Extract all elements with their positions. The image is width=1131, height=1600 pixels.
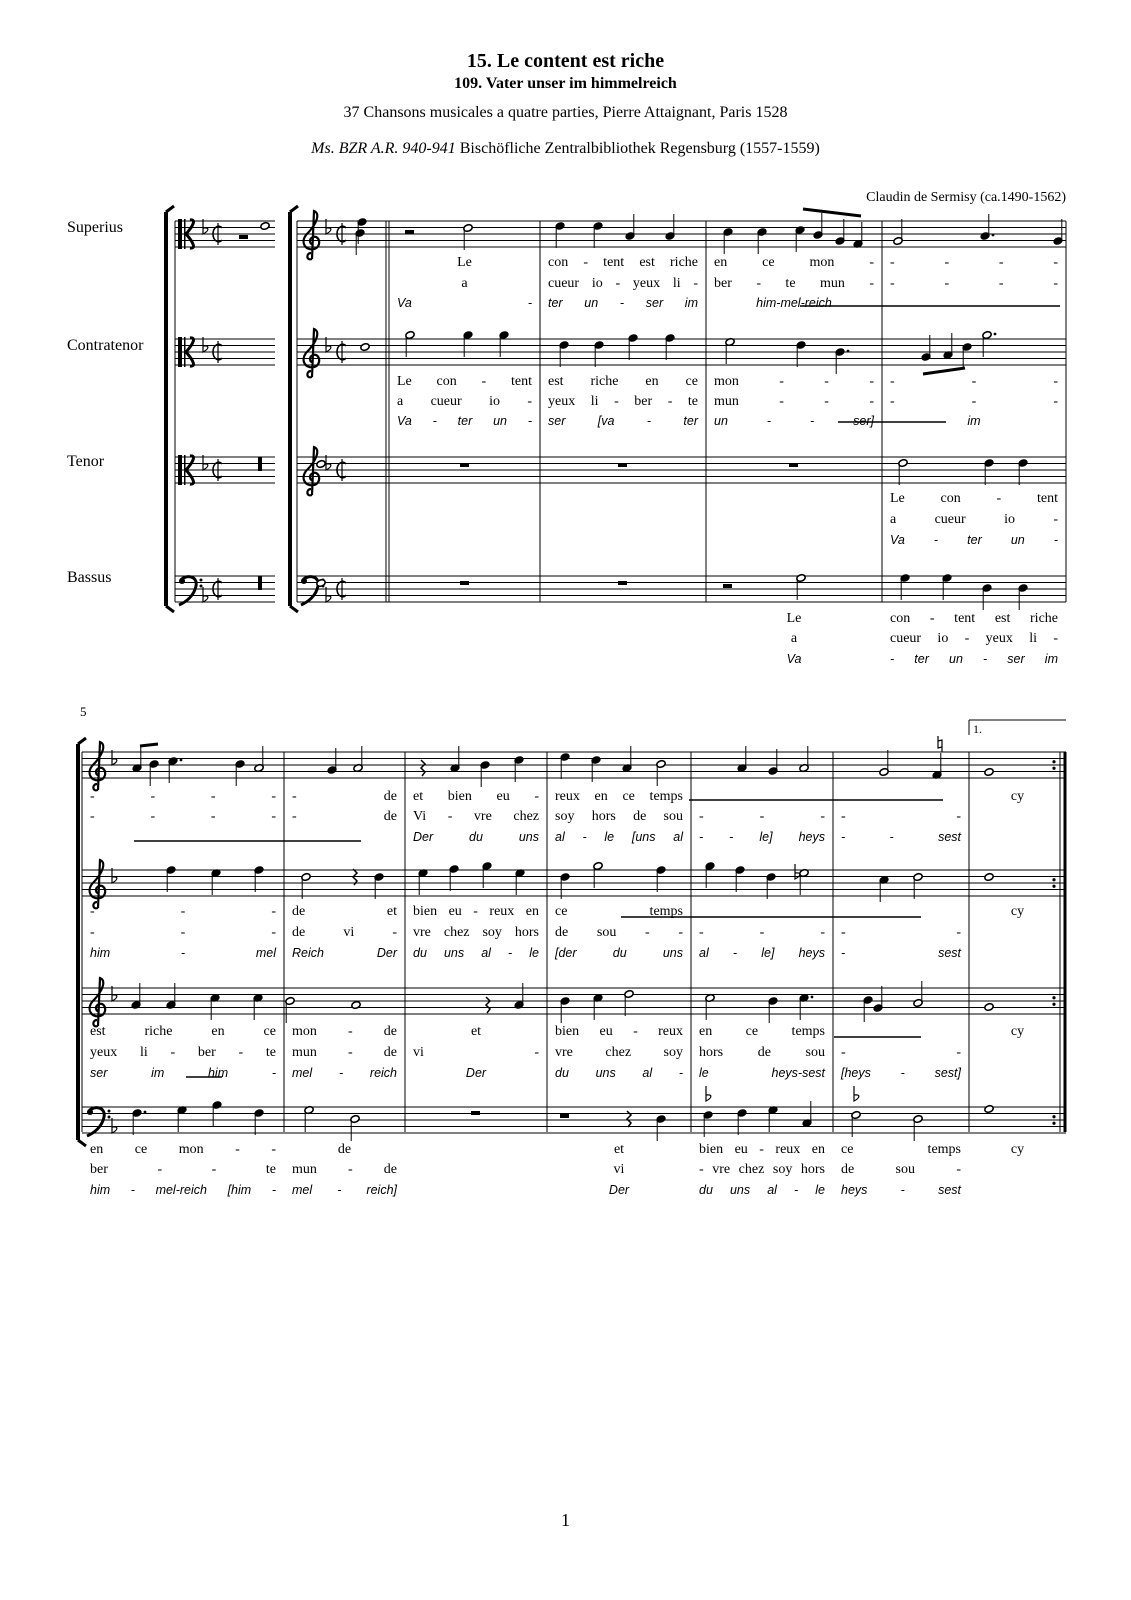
lyric-contratenor-verse-3: al - le] heys [699, 946, 825, 960]
rest-icon [560, 1114, 569, 1118]
lyric-contratenor-verse-1: est riche en ce [548, 374, 698, 389]
treble-clef-icon [90, 860, 106, 908]
lyric-superius-verse-2: - - - [699, 809, 825, 824]
lyric-tenor-verse-1: cy [1010, 1024, 1025, 1039]
rest-icon [723, 584, 732, 588]
treble-clef-icon [304, 447, 320, 495]
lyric-tenor-verse-3: du uns al - [555, 1066, 683, 1080]
lyric-contratenor-verse-2: de vi - [292, 925, 397, 940]
rest-icon [471, 1111, 480, 1115]
treble-clef-icon [90, 978, 106, 1026]
lyric-contratenor-verse-3: - sest [841, 946, 961, 960]
lyric-superius-verse-1: et bien eu - [413, 789, 539, 804]
lyric-bassus-verse-1: Le [786, 611, 802, 626]
lyric-contratenor-verse-1: ce temps [555, 904, 683, 919]
lyric-contratenor-verse-2: a cueur io - [397, 394, 532, 409]
voice-label-superius: Superius [67, 219, 123, 236]
beam [140, 744, 158, 746]
voice-label-bassus: Bassus [67, 569, 112, 586]
c-clef-icon [184, 455, 186, 485]
rest-icon [618, 463, 627, 467]
rest-icon [789, 463, 798, 467]
dot [992, 234, 995, 237]
lyric-superius-verse-2: - - [841, 809, 961, 824]
lyric-superius-verse-2: - de [292, 809, 397, 824]
repeat-dot [1052, 1115, 1055, 1118]
rest-icon [239, 235, 248, 239]
lyric-superius-verse-1: reux en ce temps [555, 789, 683, 804]
lyric-superius-verse-1: - - - - [890, 255, 1058, 270]
repeat-dot [1052, 1122, 1055, 1125]
lyric-contratenor-verse-3: ser [va - ter [548, 414, 698, 428]
bass-clef-icon [179, 578, 185, 584]
bracket-hook-bottom [166, 606, 174, 612]
whole-note [984, 1003, 994, 1012]
lyric-superius-verse-2: ber - te mun - [714, 276, 874, 291]
quarter-rest-icon [486, 997, 490, 1013]
breve-rest-icon [258, 576, 262, 590]
lyric-contratenor-verse-3: [der du uns [555, 946, 683, 960]
lyric-contratenor-verse-1: Le con - tent [397, 374, 532, 389]
lyric-bassus-verse-2: vi [613, 1162, 625, 1177]
lyric-superius-verse-3: al - le [uns al [555, 830, 683, 844]
lyric-superius-verse-1: con - tent est riche [548, 255, 698, 270]
lyric-bassus-verse-3: mel - reich] [292, 1183, 397, 1197]
lyric-tenor-verse-2: - - [841, 1045, 961, 1060]
lyric-bassus-verse-2: - vre chez soy hors [699, 1162, 825, 1177]
voice-label-contratenor: Contratenor [67, 337, 144, 354]
lyric-tenor-verse-2: vre chez soy [555, 1045, 683, 1060]
lyric-tenor-verse-2: hors de sou [699, 1045, 825, 1060]
lyric-superius-verse-3: Der du uns [413, 830, 539, 844]
lyric-bassus-verse-3: - ter un - ser im [890, 652, 1058, 666]
lyric-contratenor-verse-1: de et [292, 904, 397, 919]
dot [847, 350, 850, 353]
rest-icon [460, 463, 469, 467]
lyric-superius-verse-3: - - sest [841, 830, 961, 844]
bass-clef-icon [301, 578, 307, 584]
lyric-bassus-verse-2: ber - - te [90, 1162, 276, 1177]
lyric-bassus-verse-1: cy [1010, 1142, 1025, 1157]
manuscript-library: Bischöfliche Zentralbibliothek Regensburg (1557-1559) [455, 140, 820, 157]
whole-note [360, 343, 370, 352]
bracket-hook-top [290, 206, 298, 212]
lyric-contratenor-verse-1: mon - - - [714, 374, 874, 389]
lyric-contratenor-verse-3: him - mel [90, 946, 276, 960]
lyric-superius-verse-1: - - - - [90, 789, 276, 804]
lyric-superius-verse-2: - - - - [90, 809, 276, 824]
repeat-dot [1052, 996, 1055, 999]
lyric-contratenor-verse-1: cy [1010, 904, 1025, 919]
lyric-contratenor-verse-2: - - - [890, 394, 1058, 409]
whole-note [260, 222, 270, 231]
repeat-dot [1052, 878, 1055, 881]
lyric-tenor-verse-3: Va - ter un - [890, 533, 1058, 547]
whole-note [316, 460, 326, 469]
lyric-superius-verse-1: - de [292, 789, 397, 804]
lyric-tenor-verse-2: vi - [413, 1045, 539, 1060]
lyric-bassus-verse-1: bien eu - reux en [699, 1142, 825, 1157]
rest-icon [460, 581, 469, 585]
measure-number: 5 [80, 704, 87, 719]
lyric-tenor-verse-3: mel - reich [292, 1066, 397, 1080]
voice-label-tenor: Tenor [67, 453, 105, 470]
lyric-contratenor-verse-3: im [967, 414, 981, 428]
lyric-bassus-verse-3: him - mel-reich [him - [90, 1183, 276, 1197]
c-clef-icon [178, 455, 182, 485]
composer: Claudin de Sermisy (ca.1490-1562) [866, 190, 1066, 205]
lyric-tenor-verse-1: bien eu - reux [555, 1024, 683, 1039]
lyric-contratenor-verse-2: - - [841, 925, 961, 940]
whole-note [984, 768, 994, 777]
repeat-dot [1052, 760, 1055, 763]
lyric-tenor-verse-1: et [470, 1024, 482, 1039]
lyric-tenor-verse-2: mun - de [292, 1045, 397, 1060]
lyric-bassus-verse-1: ce temps [841, 1142, 961, 1157]
bass-clef-icon [87, 1109, 93, 1115]
lyric-bassus-verse-1: en ce mon - - [90, 1142, 276, 1157]
natural-sign-icon [938, 736, 942, 752]
lyric-contratenor-verse-3: Va - ter un - [397, 414, 532, 428]
lyric-contratenor-verse-2: mun - - - [714, 394, 874, 409]
lyric-contratenor-verse-2: de sou - - [555, 925, 683, 940]
lyric-superius-verse-1: Le [457, 255, 472, 270]
lyric-superius-verse-2: cueur io - yeux li - [548, 276, 698, 291]
c-clef-icon [184, 337, 186, 367]
piece-title: 15. Le content est riche [466, 50, 665, 72]
lyric-bassus-verse-1: et [613, 1142, 625, 1157]
lyric-contratenor-verse-1: - - - [890, 374, 1058, 389]
rest-icon [618, 581, 627, 585]
treble-clef-icon [90, 742, 106, 790]
bass-clef-icon [108, 1110, 111, 1113]
lyric-contratenor-verse-2: - - - [699, 925, 825, 940]
repeat-dot [1052, 767, 1055, 770]
lyric-bassus-verse-2: de sou - [841, 1162, 961, 1177]
lyric-superius-verse-2: - - - - [890, 276, 1058, 291]
lyric-superius-verse-2: soy hors de sou [555, 809, 683, 824]
lyric-contratenor-verse-1: - - - [90, 904, 276, 919]
lyric-bassus-verse-3: Va [786, 652, 802, 666]
lyric-bassus-verse-3: Der [608, 1183, 630, 1197]
bracket-hook-bottom [290, 606, 298, 612]
rest-icon [405, 230, 414, 234]
c-clef-icon [178, 337, 182, 367]
lyric-contratenor-verse-3: un - - ser] [714, 414, 874, 428]
c-clef-icon [178, 219, 182, 249]
lyric-tenor-verse-3: [heys - sest] [841, 1066, 961, 1080]
whole-note [984, 873, 994, 882]
treble-clef-icon [304, 211, 320, 259]
repeat-dot [1052, 1003, 1055, 1006]
whole-note [984, 1105, 994, 1114]
lyric-tenor-verse-2: a cueur io - [890, 512, 1058, 527]
lyric-contratenor-verse-3: Reich Der [292, 946, 397, 960]
dot [180, 759, 183, 762]
lyric-bassus-verse-2: mun - de [292, 1162, 397, 1177]
lyric-contratenor-verse-3: du uns al - le [413, 946, 539, 960]
lyric-contratenor-verse-1: bien eu - reux en [413, 904, 539, 919]
lyric-bassus-verse-2: cueur io - yeux li - [890, 631, 1058, 646]
lyric-bassus-verse-3: du uns al - le [699, 1183, 825, 1197]
lyric-tenor-verse-1: en ce temps [699, 1024, 825, 1039]
source-line: 37 Chansons musicales a quatre parties, Pierre Attaignant, Paris 1528 [343, 104, 788, 121]
breve-rest-icon [258, 457, 262, 471]
lyric-bassus-verse-1: con - tent est riche [890, 611, 1058, 626]
lyric-superius-verse-1: en ce mon - [714, 255, 874, 270]
page-number: 1 [561, 1510, 570, 1530]
lyric-contratenor-verse-2: yeux li - ber - te [548, 394, 698, 409]
beam [803, 209, 861, 216]
lyric-tenor-verse-1: mon - de [292, 1024, 397, 1039]
quarter-rest-icon [421, 760, 425, 776]
lyric-superius-verse-3: - - le] heys [699, 830, 825, 844]
bracket-hook-bottom [78, 1140, 86, 1146]
bracket-hook-top [78, 738, 86, 744]
lyric-contratenor-verse-2: - - - [90, 925, 276, 940]
lyric-tenor-verse-1: est riche en ce [90, 1024, 276, 1039]
lyric-tenor-verse-3: Der [465, 1066, 487, 1080]
lyric-bassus-verse-1: de [337, 1142, 352, 1157]
dot [811, 996, 814, 999]
lyric-superius-verse-1: cy [1010, 789, 1025, 804]
bass-clef-icon [108, 1116, 111, 1119]
bracket-hook-top [166, 206, 174, 212]
lyric-superius-verse-3: ter un - ser im [548, 296, 698, 310]
lyric-tenor-verse-2: yeux li - ber - te [90, 1045, 276, 1060]
flat-sign-icon [706, 1086, 711, 1101]
lyric-superius-verse-2: a [461, 276, 468, 291]
lyric-contratenor-verse-2: vre chez soy hors [413, 925, 539, 940]
whole-note [351, 1001, 361, 1010]
manuscript-siglum: Ms. BZR A.R. 940-941 [311, 140, 456, 157]
volta-label: 1. [973, 722, 982, 736]
flat-sign-icon [854, 1086, 859, 1101]
lyric-tenor-verse-3: le heys-sest [699, 1066, 825, 1080]
c-clef-icon [184, 219, 186, 249]
treble-clef-icon [304, 329, 320, 377]
bass-clef-icon [200, 579, 203, 582]
lyric-tenor-verse-1: Le con - tent [890, 491, 1058, 506]
lyric-superius-verse-3: him-mel-reich [756, 296, 832, 310]
lyric-bassus-verse-3: heys - sest [841, 1183, 961, 1197]
lyric-bassus-verse-2: a [790, 631, 798, 646]
bass-clef-icon [200, 585, 203, 588]
lyric-superius-verse-2: Vi - vre chez [413, 809, 539, 824]
repeat-dot [1052, 885, 1055, 888]
lyric-tenor-verse-3: ser im him - [90, 1066, 276, 1080]
piece-subtitle: 109. Vater unser im himmelreich [454, 75, 677, 92]
lyric-superius-verse-3: Va - [397, 296, 532, 310]
dot [144, 1111, 147, 1114]
dot [994, 333, 997, 336]
